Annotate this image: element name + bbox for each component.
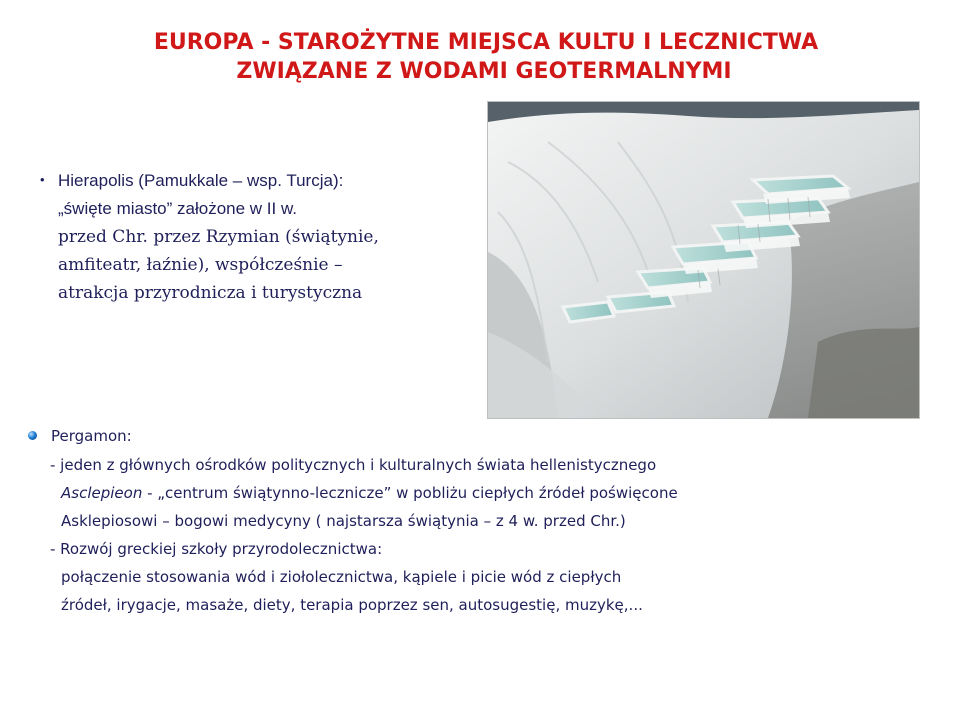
pergamon-line-6: źródeł, irygacje, masaże, diety, terapia poprzez sen, autosugestię, muzykę,... xyxy=(61,596,643,614)
title-line-1: EUROPA - STAROŻYTNE MIEJSCA KULTU I LECZNICTWA xyxy=(153,30,819,55)
hierapolis-text-block xyxy=(40,166,440,307)
hierapolis-line-1: • Hierapolis (Pamukkale – wsp. Turcja): xyxy=(40,166,440,195)
bullet-icon: • xyxy=(40,172,45,187)
pergamon-line-4: - Rozwój greckiej szkoły przyrodolecznictwa: xyxy=(50,540,383,558)
hierapolis-line-3: przed Chr. przez Rzymian (świątynie, xyxy=(58,227,379,247)
bullet-icon xyxy=(28,431,37,440)
pergamon-line-5: połączenie stosowania wód i ziołolecznictwa, kąpiele i picie wód z ciepłych xyxy=(61,568,622,586)
pamukkale-terraces-photo-icon xyxy=(488,102,919,418)
pergamon-line-2: Asclepieon - „centrum świątynno-lecznicze” w pobliżu ciepłych źródeł poświęcone xyxy=(61,484,678,502)
pergamon-line-3: Asklepiosowi – bogowi medycyny ( najstarsza świątynia – z 4 w. przed Chr.) xyxy=(61,512,626,530)
pergamon-heading: Pergamon: xyxy=(51,427,132,445)
pamukkale-photo xyxy=(487,101,920,419)
slide-title xyxy=(0,28,960,86)
asclepieon-term: Asclepieon xyxy=(61,484,143,502)
pergamon-heading-row xyxy=(28,427,132,445)
hierapolis-line-5: atrakcja przyrodnicza i turystyczna xyxy=(58,283,363,303)
pergamon-line-1: - jeden z głównych ośrodków politycznych i kulturalnych świata hellenistycznego xyxy=(50,456,657,474)
title-line-2: ZWIĄZANE Z WODAMI GEOTERMALNYMI xyxy=(236,59,732,84)
hierapolis-line-4: amfiteatr, łaźnie), współcześnie – xyxy=(58,255,343,275)
hierapolis-line-2: „święte miasto” założone w II w. xyxy=(58,199,298,218)
